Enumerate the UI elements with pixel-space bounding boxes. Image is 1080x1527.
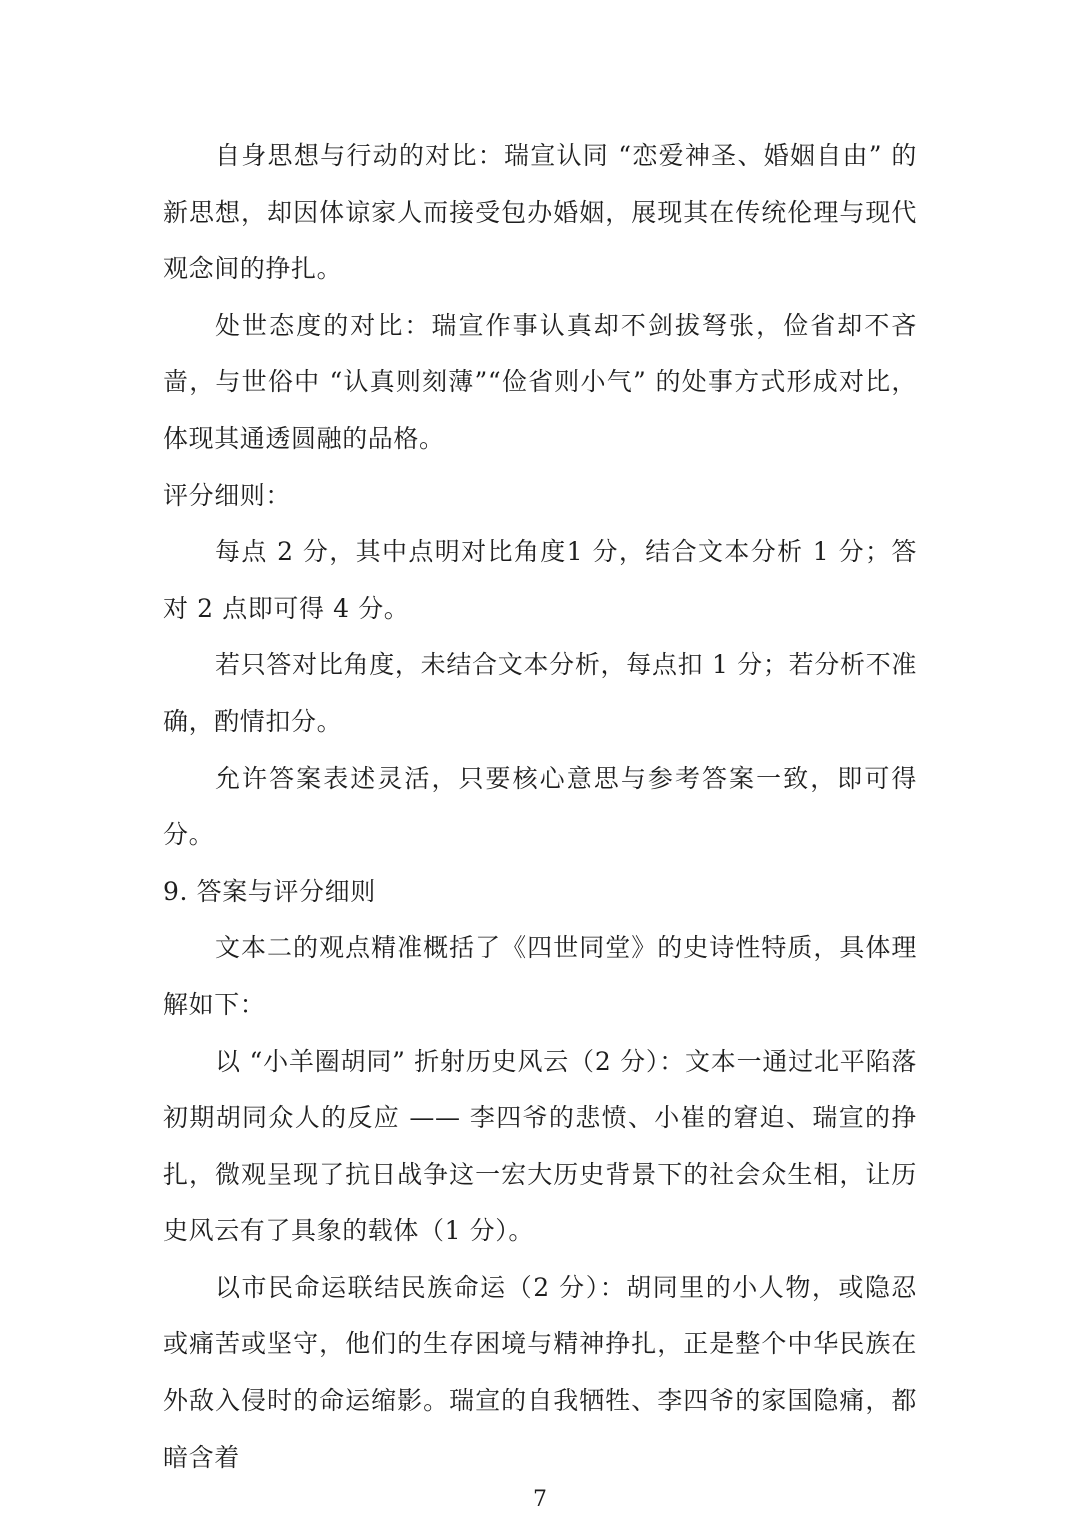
paragraph-contrast-attitude: 处世态度的对比：瑞宣作事认真却不剑拔弩张，俭省却不吝啬，与世俗中 “认真则刻薄”“俭省则小气” 的处事方式形成对比，体现其通透圆融的品格。 [163,310,917,453]
page-number: 7 [533,1487,547,1512]
paragraph-text-two-intro: 文本二的观点精准概括了《四世同堂》的史诗性特质，具体理解如下： [163,933,917,1019]
paragraph-citizen-nation: 以市民命运联结民族命运（2 分）：胡同里的小人物，或隐忍或痛苦或坚守，他们的生存困境与精神挣扎，正是整个中华民族在外敌入侵时的命运缩影。瑞宣的自我牺牲、李四爷的家国隐痛，都暗含着 [163,1272,917,1472]
paragraph-scoring-flexible: 允许答案表述灵活，只要核心意思与参考答案一致，即可得分。 [163,763,917,850]
paragraph-contrast-thought-action: 自身思想与行动的对比：瑞宣认同 “恋爱神圣、婚姻自由” 的新思想，却因体谅家人而接受包办婚姻，展现其在传统伦理与现代观念间的挣扎。 [163,141,917,284]
paragraph-hutong-history: 以 “小羊圈胡同” 折射历史风云（2 分）：文本一通过北平陷落初期胡同众人的反应 —— 李四爷的悲愤、小崔的窘迫、瑞宣的挣扎，微观呈现了抗日战争这一宏大历史背景下的社会众生相，让历史风云有了具象的载体（1 分）。 [163,1046,917,1246]
paragraph-scoring-deduction: 若只答对比角度，未结合文本分析，每点扣 1 分；若分析不准确，酌情扣分。 [163,650,917,736]
heading-question-9: 9. 答案与评分细则 [163,876,376,906]
heading-scoring-rules: 评分细则： [163,480,292,510]
paragraph-scoring-points: 每点 2 分，其中点明对比角度1 分，结合文本分析 1 分；答对 2 点即可得 4 分。 [163,537,917,623]
document-body [163,128,917,1486]
